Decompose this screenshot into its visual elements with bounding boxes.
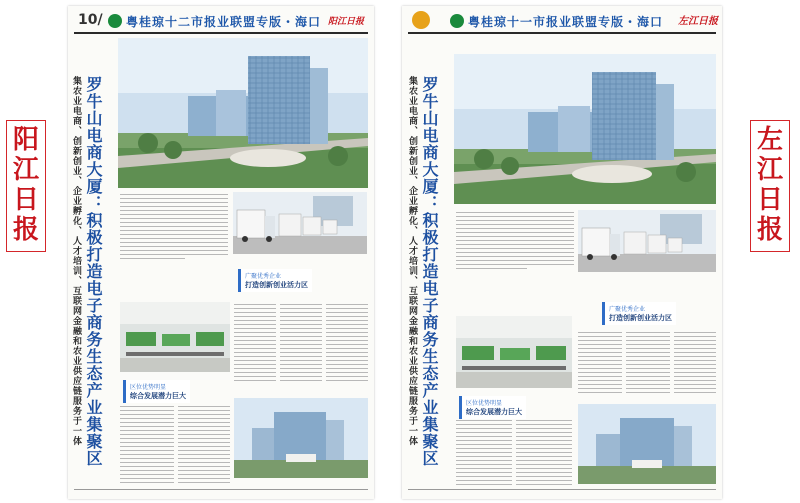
alliance-logo-icon xyxy=(450,14,464,28)
masthead-title: 粤桂琼十二市报业联盟专版・海口 xyxy=(126,15,322,29)
masthead-rule xyxy=(408,32,716,34)
page-footer xyxy=(74,489,368,495)
stamp-char: 日 xyxy=(756,185,783,215)
article-subhead: 集农业电商、创新创业、企业孵化、人才培训、互联网金融和农业供应链服务于一体 xyxy=(71,76,81,446)
section-title: 综合发展潜力巨大 xyxy=(466,408,522,416)
yangjiang-daily-stamp xyxy=(6,120,46,252)
body-column-3 xyxy=(674,332,716,396)
body-column-5 xyxy=(178,406,230,486)
lead-paragraph xyxy=(120,194,228,262)
body-column-2 xyxy=(280,304,322,384)
newspaper-brand: 左江日报 xyxy=(678,16,718,27)
body-column-5 xyxy=(516,420,572,488)
section-title: 综合发展潜力巨大 xyxy=(130,392,186,400)
section-title: 打造创新创业活力区 xyxy=(609,314,672,322)
stamp-char: 日 xyxy=(12,185,39,215)
section-heading-talent xyxy=(602,302,676,325)
body-column-3 xyxy=(326,304,368,384)
body-column-2 xyxy=(626,332,670,396)
aerial-building-photo xyxy=(118,38,368,188)
office-interior-photo xyxy=(120,302,230,372)
masthead-title: 粤桂琼十一市报业联盟专版・海口 xyxy=(468,15,664,29)
stamp-char: 阳 xyxy=(12,125,39,155)
stamp-char: 报 xyxy=(756,215,783,245)
section-heading-location xyxy=(123,380,190,403)
section-heading-talent xyxy=(238,269,312,292)
page-number: 10/ xyxy=(78,12,103,28)
newspaper-brand: 阳江日报 xyxy=(328,17,365,27)
masthead-rule xyxy=(74,32,368,34)
aerial-building-photo xyxy=(454,54,716,204)
building-facade-photo xyxy=(578,404,716,484)
stamp-char: 左 xyxy=(756,125,783,155)
logistics-trucks-photo xyxy=(233,192,367,254)
logistics-trucks-photo xyxy=(578,210,716,272)
stamp-char: 江 xyxy=(756,155,783,185)
page-footer xyxy=(408,489,716,495)
lead-paragraph xyxy=(456,212,574,272)
left-newspaper-page xyxy=(68,6,374,499)
section-label: 广聚优秀企业 xyxy=(609,306,646,313)
section-label: 广聚优秀企业 xyxy=(245,273,282,280)
article-subhead: 集农业电商、创新创业、企业孵化、人才培训、互联网金融和农业供应链服务于一体 xyxy=(407,76,417,446)
section-label: 区位优势明显 xyxy=(466,400,503,407)
office-interior-photo xyxy=(456,316,572,388)
building-facade-photo xyxy=(234,398,368,478)
body-column-1 xyxy=(234,304,276,384)
alliance-logo-icon xyxy=(108,14,122,28)
body-column-1 xyxy=(578,332,622,396)
body-column-4 xyxy=(120,406,174,486)
article-headline: 罗牛山电商大厦：积极打造电子商务生态产业集聚区 xyxy=(420,76,439,467)
section-label: 区位优势明显 xyxy=(130,384,167,391)
article-headline: 罗牛山电商大厦：积极打造电子商务生态产业集聚区 xyxy=(84,76,103,467)
section-heading-location xyxy=(459,396,526,419)
zuojiang-daily-stamp xyxy=(750,120,790,252)
right-newspaper-page xyxy=(402,6,722,499)
body-column-4 xyxy=(456,420,512,488)
stamp-char: 报 xyxy=(12,215,39,245)
section-title: 打造创新创业活力区 xyxy=(245,281,308,289)
stamp-char: 江 xyxy=(12,155,39,185)
anniversary-logo-icon xyxy=(412,11,430,29)
